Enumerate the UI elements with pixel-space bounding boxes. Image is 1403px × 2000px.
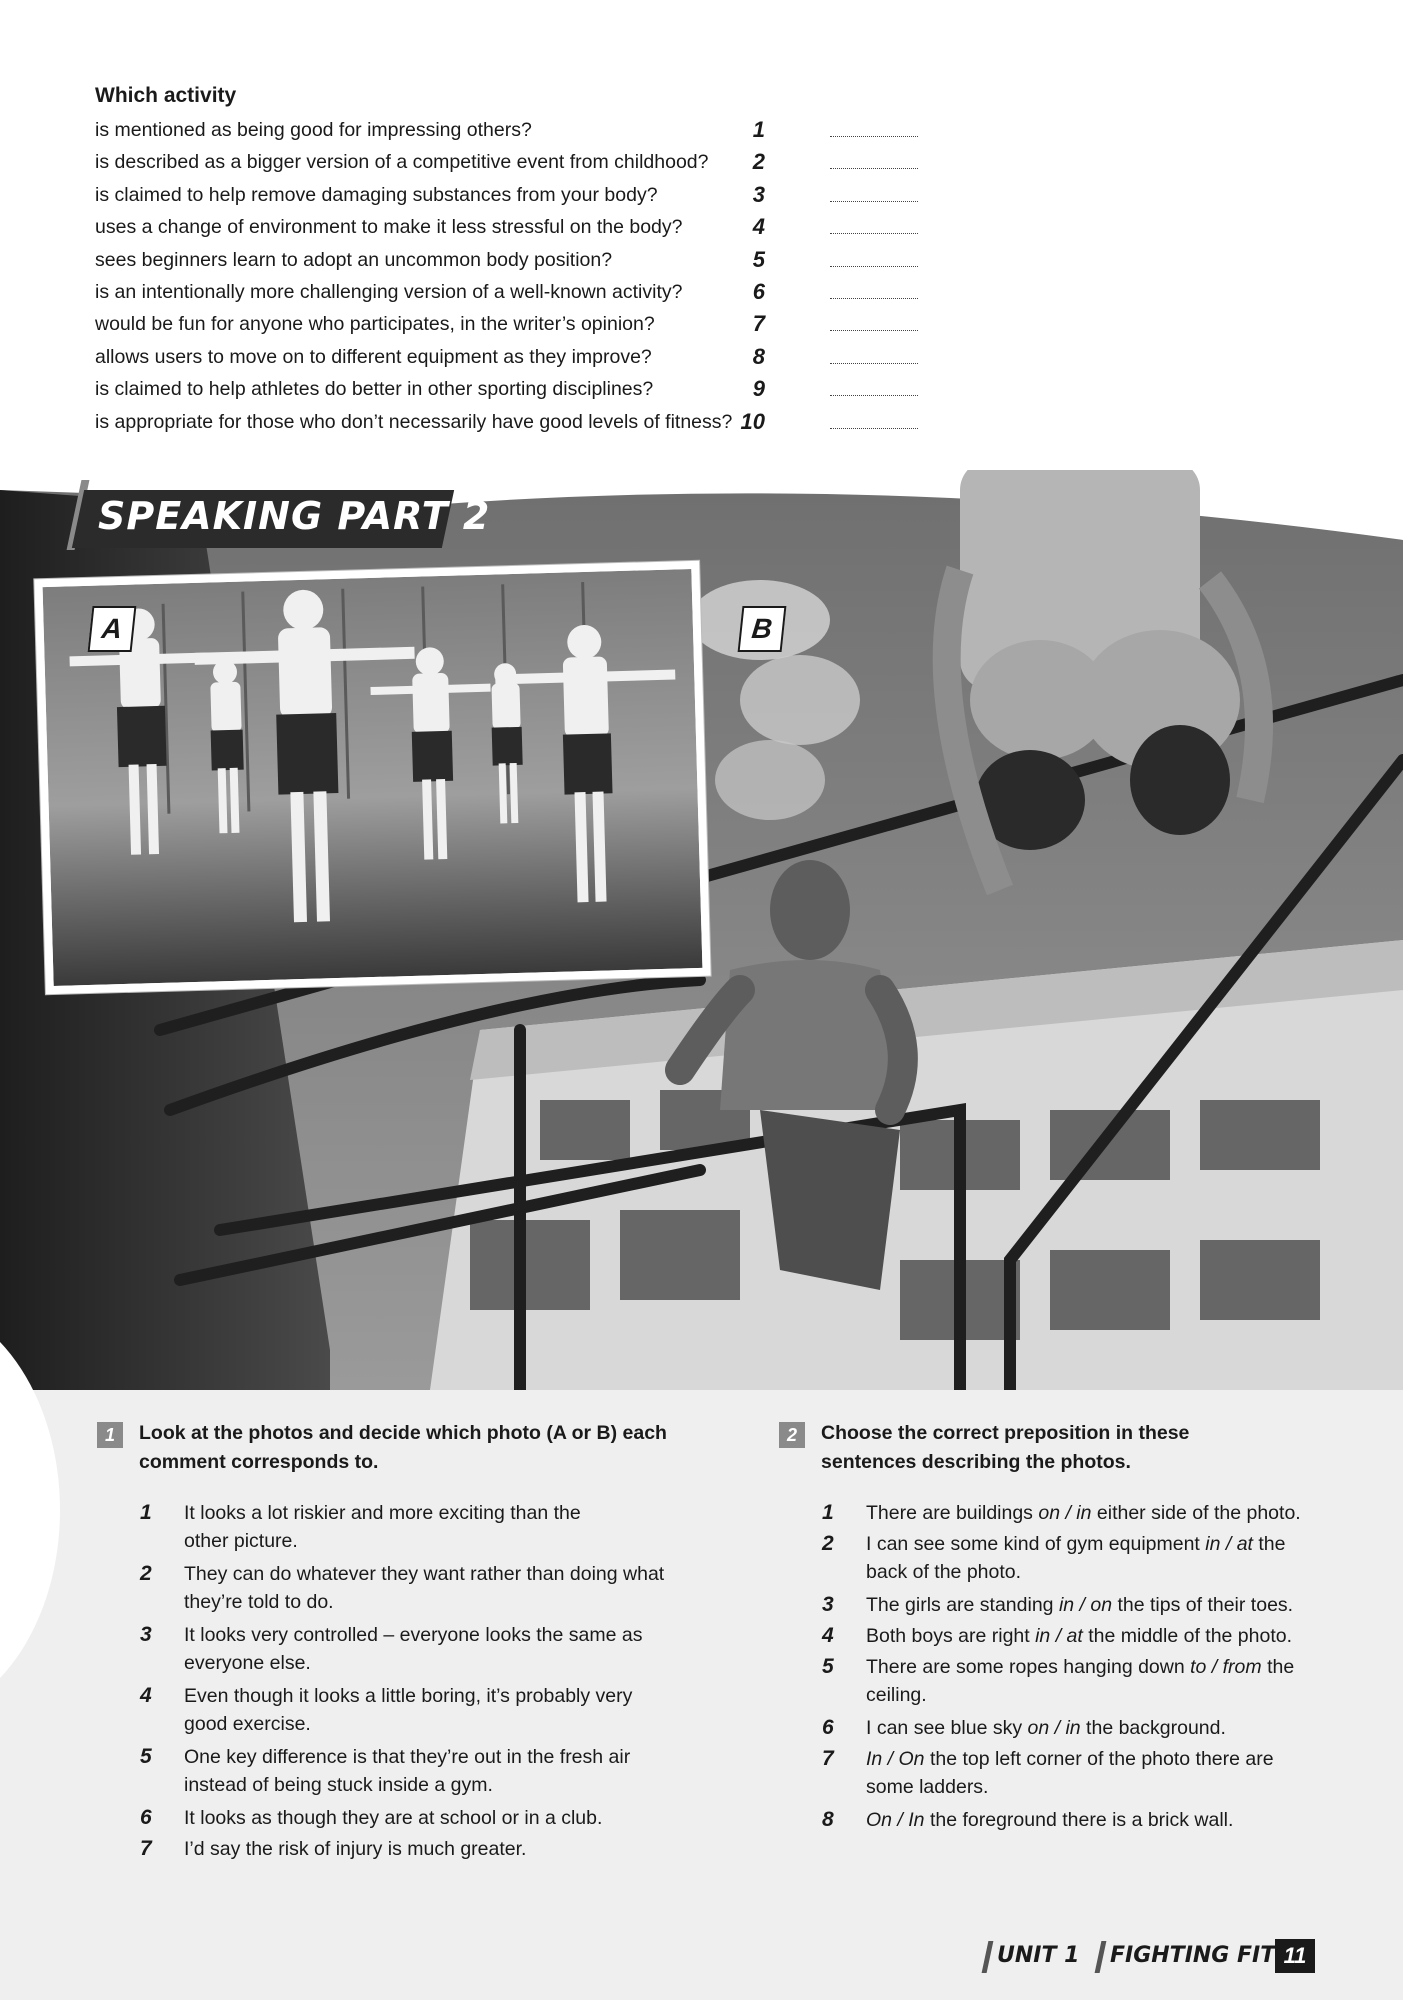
item-line: It looks very controlled – everyone looks the same as xyxy=(184,1624,643,1646)
question-row xyxy=(95,308,925,340)
question-row xyxy=(95,114,925,146)
item-text-after: the foreground there is a brick wall. xyxy=(924,1809,1234,1831)
question-number-value: 9 xyxy=(752,376,765,402)
item-text-before: I can see blue sky xyxy=(866,1717,1028,1739)
preposition-choice[interactable]: to / from xyxy=(1190,1656,1262,1678)
item-text xyxy=(866,1591,1293,1619)
item-line xyxy=(866,1499,1301,1527)
item-line xyxy=(866,1622,1292,1650)
item-line: instead of being stuck inside a gym. xyxy=(184,1774,493,1796)
answer-blank[interactable] xyxy=(830,381,918,396)
exercise-2-instruction xyxy=(821,1419,1189,1477)
item-number: 7 xyxy=(822,1747,834,1770)
answer-blank[interactable] xyxy=(830,284,918,299)
answer-blank[interactable] xyxy=(830,187,918,202)
question-row xyxy=(95,211,925,243)
item-line: ceiling. xyxy=(866,1684,927,1706)
question-row xyxy=(95,406,925,438)
answer-blank[interactable] xyxy=(830,219,918,234)
item-line: good exercise. xyxy=(184,1713,311,1735)
item-line: I’d say the risk of injury is much greater. xyxy=(184,1838,527,1860)
item-text xyxy=(866,1714,1226,1742)
question-number-value: 4 xyxy=(752,214,765,240)
item-number: 4 xyxy=(822,1624,834,1647)
question-number-value: 5 xyxy=(752,246,765,272)
question-number-value: 8 xyxy=(752,343,765,369)
item-text xyxy=(184,1804,602,1832)
exercise-1-badge: 1 xyxy=(97,1422,123,1448)
question-row xyxy=(95,373,925,405)
answer-blank[interactable] xyxy=(830,349,918,364)
item-number: 4 xyxy=(140,1684,152,1707)
item-text-before: I can see some kind of gym equipment xyxy=(866,1533,1206,1555)
preposition-choice[interactable]: on / in xyxy=(1038,1502,1092,1524)
question-row xyxy=(95,244,925,276)
question-text: is mentioned as being good for impressing others? xyxy=(95,119,532,141)
item-line: Even though it looks a little boring, it’s probably very xyxy=(184,1685,633,1707)
item-text xyxy=(184,1743,630,1799)
item-line: some ladders. xyxy=(866,1776,989,1798)
item-text-after: the top left corner of the photo there are xyxy=(924,1748,1274,1770)
item-line: They can do whatever they want rather than doing what xyxy=(184,1563,665,1585)
item-text xyxy=(866,1499,1301,1527)
item-number: 8 xyxy=(822,1808,834,1831)
item-line xyxy=(866,1745,1274,1773)
page-number: 11 xyxy=(1275,1939,1315,1973)
item-number: 3 xyxy=(140,1623,152,1646)
item-text-after: the xyxy=(1261,1656,1295,1678)
item-line xyxy=(866,1714,1226,1742)
item-text-before: The girls are standing xyxy=(866,1594,1059,1616)
preposition-choice[interactable]: in / at xyxy=(1035,1625,1083,1647)
question-text: sees beginners learn to adopt an uncommon body position? xyxy=(95,248,613,271)
item-text-before: There are buildings xyxy=(866,1502,1039,1524)
item-text xyxy=(184,1560,664,1616)
preposition-choice[interactable]: in / on xyxy=(1058,1594,1113,1616)
item-line xyxy=(866,1530,1286,1558)
preposition-choice[interactable]: on / in xyxy=(1027,1717,1081,1739)
question-heading: Which activity xyxy=(95,84,237,107)
footer-accent xyxy=(1095,1941,1107,1973)
photo-a-frame xyxy=(34,561,710,994)
page-footer xyxy=(985,1935,1403,1975)
item-text xyxy=(184,1499,581,1555)
question-text: is claimed to help remove damaging substances from your body? xyxy=(95,183,658,206)
question-row xyxy=(95,276,925,308)
question-text: is claimed to help athletes do better in other sporting disciplines? xyxy=(95,378,654,401)
item-text-after: the tips of their toes. xyxy=(1112,1594,1294,1616)
item-number: 2 xyxy=(822,1532,834,1555)
item-text-after: the background. xyxy=(1080,1717,1226,1739)
preposition-choice[interactable]: In / On xyxy=(866,1748,925,1770)
question-text: would be fun for anyone who participates, in the writer’s opinion? xyxy=(95,313,655,336)
item-text xyxy=(184,1835,526,1863)
footer-unit: UNIT 1 xyxy=(997,1943,1080,1968)
question-text: allows users to move on to different equipment as they improve? xyxy=(95,345,652,368)
answer-blank[interactable] xyxy=(830,316,918,331)
item-line xyxy=(866,1653,1294,1681)
question-number-value: 1 xyxy=(752,117,765,142)
item-number: 1 xyxy=(140,1501,152,1524)
answer-blank[interactable] xyxy=(830,122,918,137)
item-text-after: either side of the photo. xyxy=(1091,1502,1301,1524)
item-text xyxy=(866,1745,1274,1801)
question-text: is an intentionally more challenging version of a well-known activity? xyxy=(95,281,683,303)
footer-title: FIGHTING FIT xyxy=(1110,1943,1276,1968)
question-number-value: 10 xyxy=(740,408,765,434)
item-line: One key difference is that they’re out in the fresh air xyxy=(184,1746,631,1768)
item-number: 5 xyxy=(140,1745,152,1768)
question-text: is appropriate for those who don’t necessarily have good levels of fitness? xyxy=(95,410,733,433)
item-line: It looks a lot riskier and more exciting than the xyxy=(184,1502,581,1524)
item-text xyxy=(184,1621,642,1677)
item-number: 3 xyxy=(822,1593,834,1616)
item-text xyxy=(866,1653,1294,1709)
question-row xyxy=(95,341,925,373)
question-row xyxy=(95,146,925,178)
item-text xyxy=(866,1622,1292,1650)
item-line: they’re told to do. xyxy=(184,1591,334,1613)
item-number: 2 xyxy=(140,1562,152,1585)
exercise-2-badge: 2 xyxy=(779,1422,805,1448)
photo-label-a: A xyxy=(88,606,137,652)
item-number: 7 xyxy=(140,1837,152,1860)
item-text-after: the xyxy=(1252,1533,1286,1555)
preposition-choice[interactable]: in / at xyxy=(1205,1533,1253,1555)
answer-blank[interactable] xyxy=(830,154,918,169)
item-line: It looks as though they are at school or in a club. xyxy=(184,1807,603,1829)
item-line xyxy=(866,1591,1293,1619)
exercise-2-instruction-line: Choose the correct preposition in these xyxy=(821,1422,1190,1444)
item-line xyxy=(866,1806,1233,1834)
answer-blank[interactable] xyxy=(830,252,918,267)
item-line: everyone else. xyxy=(184,1652,311,1674)
question-number-value: 7 xyxy=(752,311,765,337)
exercise-2-instruction-line: sentences describing the photos. xyxy=(821,1451,1131,1473)
item-number: 6 xyxy=(140,1806,152,1829)
question-row xyxy=(95,179,925,211)
item-text xyxy=(866,1530,1286,1586)
item-text-before: Both boys are right xyxy=(866,1625,1036,1647)
exercise-1-instruction-line: Look at the photos and decide which photo (A or B) each xyxy=(139,1422,667,1444)
answer-blank[interactable] xyxy=(830,414,918,429)
section-title: SPEAKING PART 2 xyxy=(98,494,491,538)
photo-a-image xyxy=(43,569,703,986)
item-number: 6 xyxy=(822,1716,834,1739)
item-number: 5 xyxy=(822,1655,834,1678)
item-text xyxy=(184,1682,632,1738)
question-number-value: 6 xyxy=(752,279,765,304)
item-text-after: the middle of the photo. xyxy=(1082,1625,1293,1647)
question-text: uses a change of environment to make it less stressful on the body? xyxy=(95,216,683,239)
item-line: other picture. xyxy=(184,1530,298,1552)
photo-label-b: B xyxy=(738,606,787,652)
question-number-value: 2 xyxy=(752,149,765,175)
exercise-1-instruction xyxy=(139,1419,667,1477)
item-text xyxy=(866,1806,1233,1834)
exercise-1-instruction-line: comment corresponds to. xyxy=(139,1451,379,1473)
item-line: back of the photo. xyxy=(866,1561,1022,1583)
photo-band xyxy=(0,470,1403,1390)
preposition-choice[interactable]: On / In xyxy=(866,1809,925,1831)
item-text-before: There are some ropes hanging down xyxy=(866,1656,1191,1678)
question-text: is described as a bigger version of a competitive event from childhood? xyxy=(95,151,709,174)
question-number-value: 3 xyxy=(752,181,765,207)
item-number: 1 xyxy=(822,1501,834,1524)
